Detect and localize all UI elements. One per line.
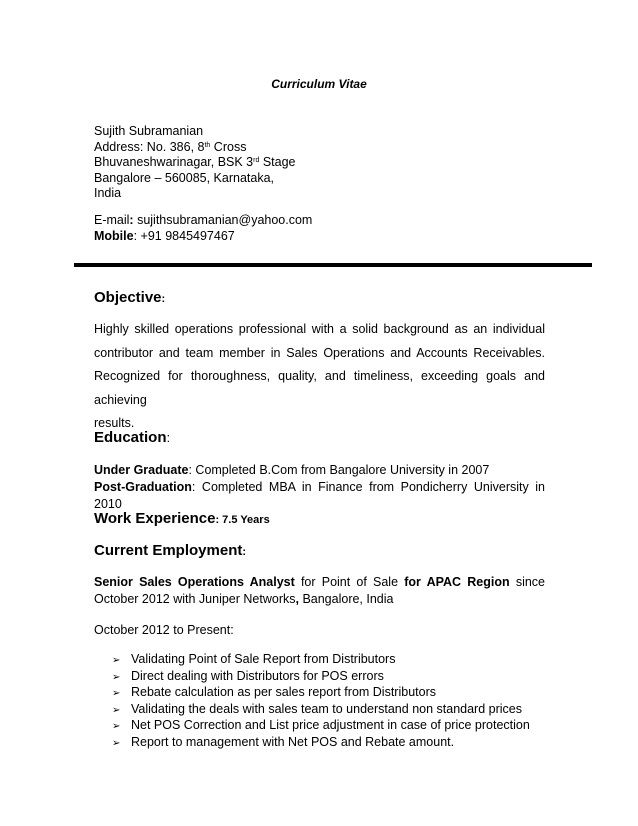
job-region: for APAC Region	[404, 575, 510, 589]
arrow-bullet-icon: ➢	[112, 688, 121, 699]
contact-details-block	[94, 213, 312, 244]
candidate-name: Sujith Subramanian	[94, 124, 204, 138]
objective-line: Recognized for thoroughness, quality, and timeliness, exceeding goals and achieving	[94, 369, 545, 407]
arrow-bullet-icon: ➢	[112, 721, 121, 732]
list-item: ➢ Net POS Correction and List price adjustment in case of price protection	[112, 717, 530, 734]
list-item: ➢ Rebate calculation as per sales report from Distributors	[112, 684, 530, 701]
current-employment-heading: Current Employment:	[94, 542, 247, 559]
job-role: Senior Sales Operations Analyst	[94, 575, 295, 589]
address-line-4: India	[94, 186, 122, 200]
objective-heading: Objective:	[94, 289, 166, 306]
mobile-value: : +91 9845497467	[133, 228, 235, 243]
mobile-line	[94, 229, 312, 245]
employment-period: October 2012 to Present:	[94, 623, 234, 637]
address-line-3: Bangalore – 560085, Karnataka,	[94, 170, 274, 185]
document-title: Curriculum Vitae	[271, 77, 367, 91]
arrow-bullet-icon: ➢	[112, 737, 121, 749]
email-label: E-mail	[94, 213, 130, 227]
list-item: ➢ Validating the deals with sales team to understand non standard prices	[112, 701, 530, 718]
objective-line: results.	[94, 416, 135, 430]
arrow-bullet-icon: ➢	[112, 704, 121, 716]
employment-summary: Senior Sales Operations Analyst for Point of Sale for APAC Region since October 2012 with Juniper Networks, Bangalore, India	[94, 575, 546, 606]
education-details	[94, 462, 545, 513]
email-line: E-mail: sujithsubramanian@yahoo.com	[94, 213, 313, 227]
mobile-label: Mobile	[94, 228, 134, 243]
address-line-2: Bhuvaneshwarinagar, BSK 3rd Stage	[94, 155, 296, 169]
email-value: sujithsubramanian@yahoo.com	[133, 213, 313, 227]
list-item: ➢ Direct dealing with Distributors for POS errors	[112, 668, 530, 685]
section-divider	[74, 263, 592, 267]
objective-line: contributor and team member in Sales Operations and Accounts Receivables.	[94, 345, 545, 360]
education-heading: Education:	[94, 429, 171, 446]
objective-text	[94, 318, 545, 436]
contact-address-block	[94, 124, 296, 202]
list-item: ➢ Report to management with Net POS and Rebate amount.	[112, 734, 530, 751]
arrow-bullet-icon: ➢	[112, 655, 121, 666]
responsibilities-list	[112, 651, 530, 750]
work-experience-heading: Work Experience: 7.5 Years	[94, 510, 270, 527]
undergraduate-line: Under Graduate: Completed B.Com from Bangalore University in 2007	[94, 463, 490, 477]
list-item: ➢ Validating Point of Sale Report from Distributors	[112, 651, 530, 668]
arrow-bullet-icon: ➢	[112, 671, 121, 683]
postgraduate-line: Post-Graduation: Completed MBA in Finance from Pondicherry University in 2010	[94, 480, 545, 511]
objective-line: Highly skilled operations professional with a solid background as an individual	[94, 322, 545, 336]
address-line-1: Address: No. 386, 8th Cross	[94, 139, 247, 154]
